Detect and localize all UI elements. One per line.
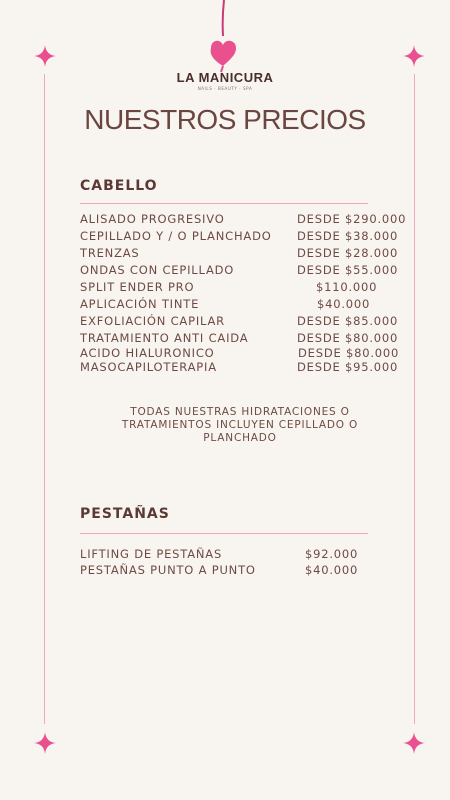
service-name: EXFOLIACIÓN CAPILAR <box>80 314 225 328</box>
service-price: DESDE $55.000 <box>297 263 399 277</box>
sparkle-icon-bottom-left <box>34 732 56 754</box>
service-price: DESDE $80.000 <box>298 346 400 360</box>
brand-tagline: NAILS · BEAUTY · SPA <box>197 86 253 91</box>
service-price: DESDE $28.000 <box>297 246 399 260</box>
service-price: $40.000 <box>305 563 359 577</box>
service-price: $110.000 <box>316 280 378 294</box>
service-price: DESDE $38.000 <box>297 229 399 243</box>
service-name: SPLIT ENDER PRO <box>80 280 195 294</box>
service-name: ALISADO PROGRESIVO <box>80 212 225 226</box>
service-price: DESDE $290.000 <box>297 212 407 226</box>
service-price: DESDE $85.000 <box>297 314 399 328</box>
service-name: ACIDO HIALURONICO <box>80 346 215 360</box>
right-border-line <box>414 74 415 724</box>
section-divider <box>80 203 368 204</box>
service-name: LIFTING DE PESTAÑAS <box>80 547 223 561</box>
sparkle-icon-bottom-right <box>403 732 425 754</box>
section-title-pestanas: PESTAÑAS <box>80 506 170 522</box>
service-name: TRENZAS <box>80 246 140 260</box>
service-price: $40.000 <box>317 297 371 311</box>
service-name: PESTAÑAS PUNTO A PUNTO <box>80 563 256 577</box>
heart-logo-icon <box>0 0 450 100</box>
section-divider <box>80 533 368 534</box>
service-price: DESDE $95.000 <box>297 360 399 374</box>
service-name: MASOCAPILOTERAPIA <box>80 360 217 374</box>
service-price: $92.000 <box>305 547 359 561</box>
service-name: CEPILLADO Y / O PLANCHADO <box>80 229 272 243</box>
service-price: DESDE $80.000 <box>297 331 399 345</box>
left-border-line <box>44 74 45 724</box>
service-name: APLICACIÓN TINTE <box>80 297 200 311</box>
brand-name: LA MANICURA <box>176 70 274 85</box>
page-title: NUESTROS PRECIOS <box>84 104 366 135</box>
service-name: ONDAS CON CEPILLADO <box>80 263 235 277</box>
section-title-cabello: CABELLO <box>80 178 158 194</box>
service-name: TRATAMIENTO ANTI CAIDA <box>80 331 249 345</box>
treatment-note: TODAS NUESTRAS HIDRATACIONES O TRATAMIENTOS INCLUYEN CEPILLADO O PLANCHADO <box>121 406 359 444</box>
